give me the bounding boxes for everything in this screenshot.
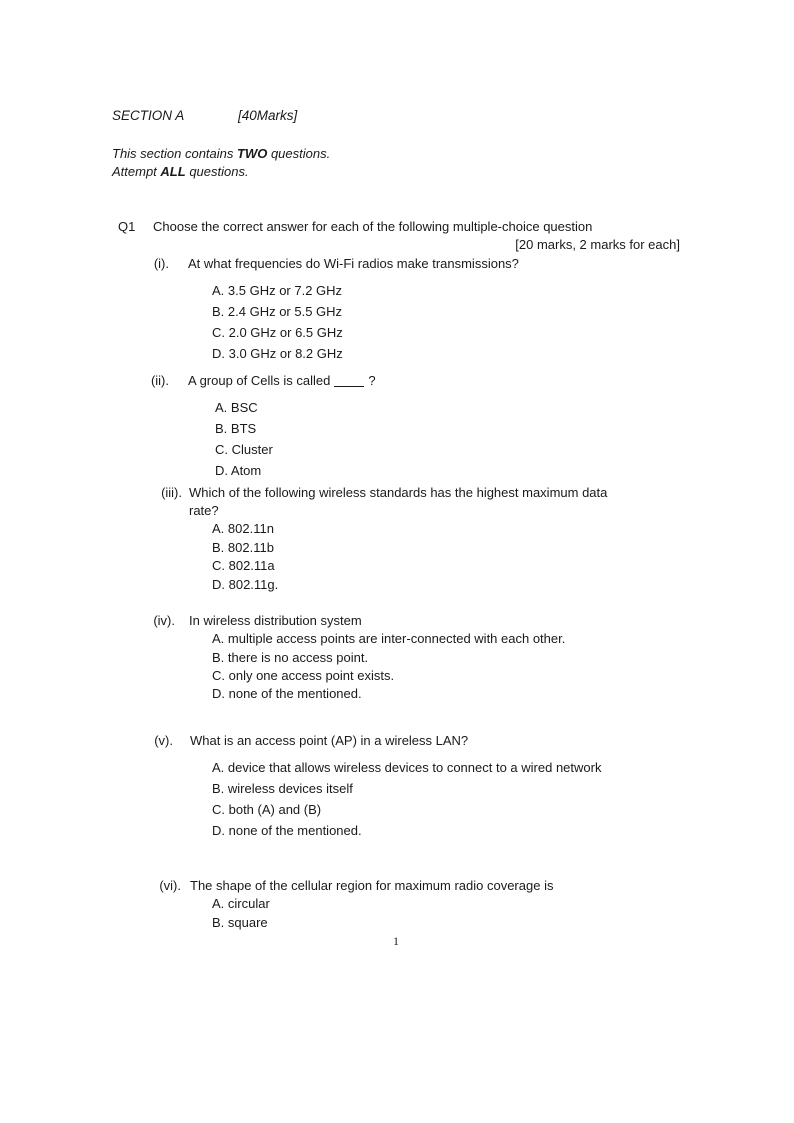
intro-text: This section contains [112, 146, 238, 161]
answer-option: D. 3.0 GHz or 8.2 GHz [212, 346, 343, 361]
sub-question-text: What is an access point (AP) in a wireless LAN? [190, 733, 469, 748]
sub-question-text: Which of the following wireless standards has the highest maximum data [189, 485, 608, 500]
answer-option: B. 2.4 GHz or 5.5 GHz [212, 304, 343, 319]
sub-question-text: The shape of the cellular region for maximum radio coverage is [190, 878, 554, 893]
answer-option: A. device that allows wireless devices to connect to a wired network [212, 760, 602, 775]
answer-option: D. 802.11g. [212, 577, 279, 592]
sub-question-text [188, 373, 376, 388]
sub-question-number: (iv). [153, 613, 175, 628]
answer-option: B. square [212, 915, 268, 930]
page-number: 1 [393, 934, 399, 948]
sub-question-text-part: A group of Cells is called [188, 373, 331, 388]
sub-question-text-part: ? [368, 373, 376, 388]
sub-question-text: At what frequencies do Wi-Fi radios make transmissions? [188, 256, 519, 271]
section-instructions-line-2 [112, 164, 249, 179]
sub-question-number: (i). [153, 256, 169, 271]
answer-option: B. wireless devices itself [212, 781, 353, 796]
section-instructions-line-1 [112, 146, 330, 161]
sub-question-number: (iii). [161, 485, 182, 500]
answer-option: C. both (A) and (B) [212, 802, 322, 817]
answer-option: A. multiple access points are inter-connected with each other. [212, 631, 566, 646]
answer-option: A. 3.5 GHz or 7.2 GHz [212, 283, 343, 298]
question-marks: [20 marks, 2 marks for each] [515, 237, 680, 252]
sub-question-number: (v). [154, 733, 173, 748]
sub-question-text: rate? [189, 503, 219, 518]
sub-question-text: In wireless distribution system [189, 613, 362, 628]
answer-option: C. 802.11a [212, 558, 275, 573]
answer-option: C. Cluster [215, 442, 273, 457]
answer-blank [334, 386, 364, 387]
sub-question-number: (vi). [159, 878, 181, 893]
answer-option: C. 2.0 GHz or 6.5 GHz [212, 325, 343, 340]
answer-option: A. 802.11n [212, 521, 274, 536]
answer-option: A. circular [212, 896, 270, 911]
intro-text: questions. [267, 146, 331, 161]
answer-option: D. Atom [215, 463, 262, 478]
answer-option: B. 802.11b [212, 540, 274, 555]
question-number: Q1 [118, 219, 136, 234]
section-marks: [40Marks] [238, 108, 298, 123]
answer-option: B. BTS [215, 421, 257, 436]
answer-option: A. BSC [215, 400, 258, 415]
section-title: SECTION A [112, 108, 185, 123]
question-text: Choose the correct answer for each of the following multiple-choice question [153, 219, 593, 234]
intro-text: questions. [185, 164, 249, 179]
sub-question-number: (ii). [150, 373, 169, 388]
intro-text: Attempt [112, 164, 161, 179]
intro-emphasis: ALL [160, 164, 186, 179]
answer-option: D. none of the mentioned. [212, 686, 362, 701]
answer-option: D. none of the mentioned. [212, 823, 362, 838]
intro-emphasis: TWO [237, 146, 268, 161]
answer-option: C. only one access point exists. [212, 668, 395, 683]
answer-option: B. there is no access point. [212, 650, 369, 665]
